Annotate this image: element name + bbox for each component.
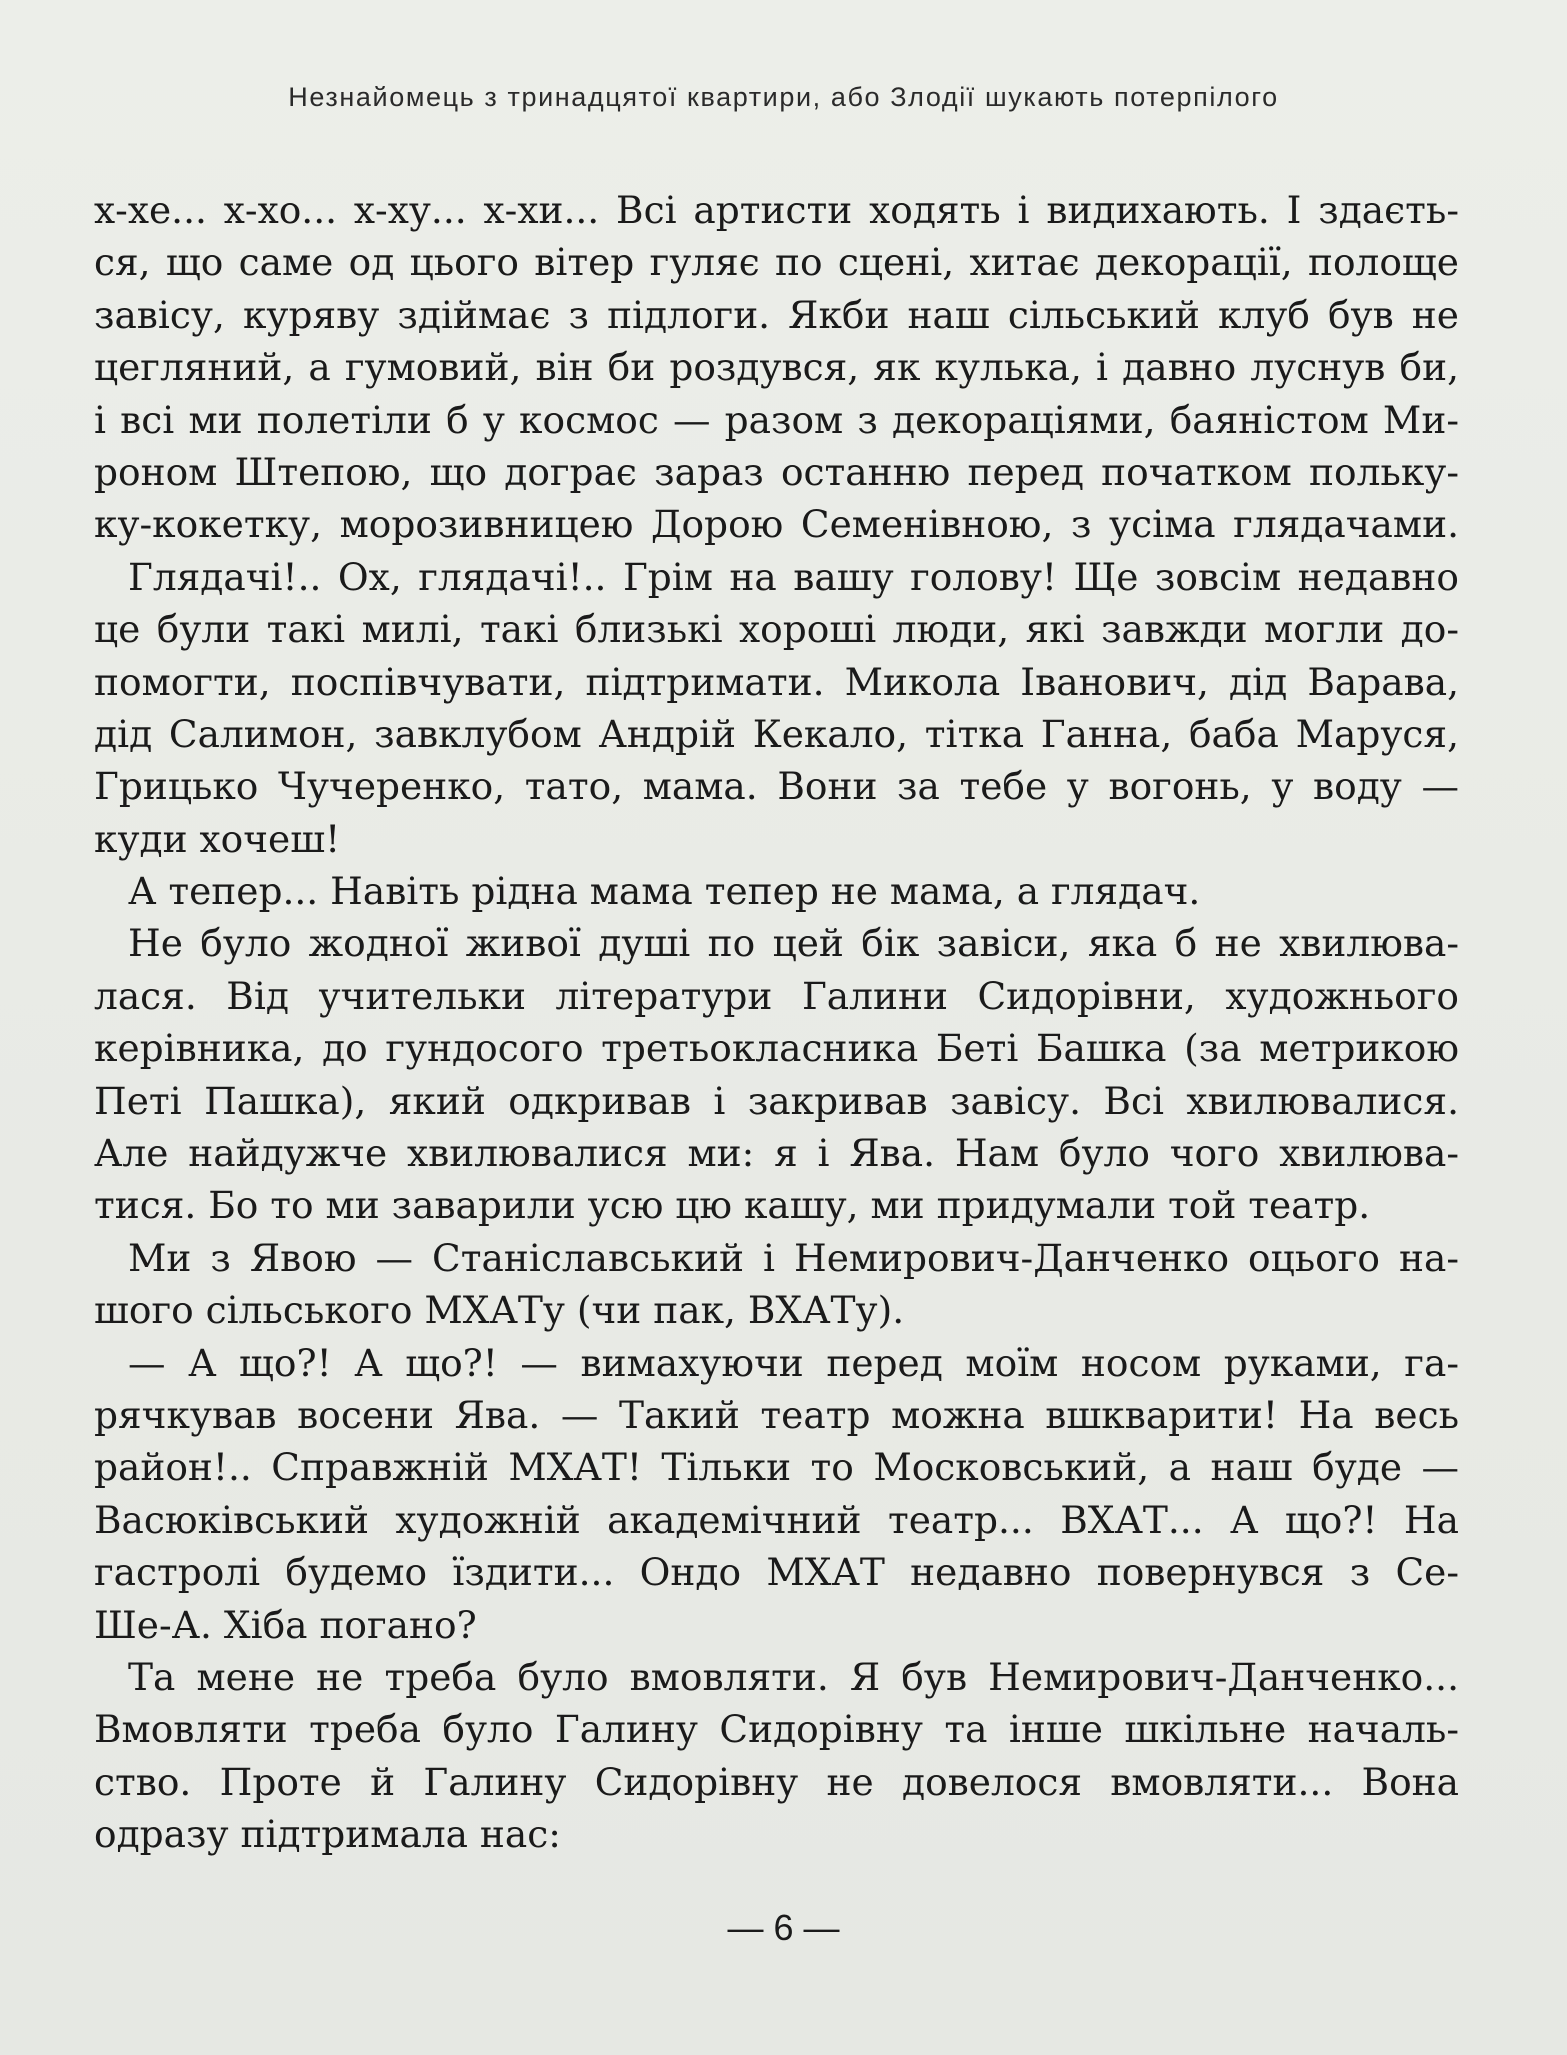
text-line: Глядачі!.. Ох, глядачі!.. Грім на вашу голову! Ще зовсім недавно bbox=[128, 554, 1459, 599]
page-number: — 6 — bbox=[727, 1907, 840, 1948]
text-line: одразу підтримала нас: bbox=[94, 1812, 561, 1857]
text-line: лася. Від учительки літератури Галини Сидорівни, художнього bbox=[94, 973, 1459, 1018]
body-text bbox=[94, 184, 1459, 1861]
text-line: Ше-А. Хіба погано? bbox=[94, 1602, 477, 1647]
text-line: Не було жодної живої душі по цей бік завіси, яка б не хвилюва- bbox=[128, 921, 1459, 966]
running-head: Незнайомець з тринадцятої квартири, або Злодії шукають потерпілого bbox=[288, 82, 1279, 112]
text-line: рячкував восени Ява. — Такий театр можна вшкварити! На весь bbox=[94, 1392, 1459, 1437]
text-line: Ми з Явою — Станіславський і Немирович-Данченко оцього на- bbox=[128, 1235, 1459, 1280]
text-line: Петі Пашка), який одкривав і закривав завісу. Всі хвилювалися. bbox=[94, 1078, 1459, 1123]
text-line: цегляний, а гумовий, він би роздувся, як кулька, і давно луснув би, bbox=[94, 345, 1459, 390]
text-line: тися. Бо то ми заварили усю цю кашу, ми придумали той театр. bbox=[94, 1183, 1371, 1228]
text-line: А тепер... Навіть рідна мама тепер не мама, а глядач. bbox=[128, 869, 1201, 914]
text-line: дід Салимон, завклубом Андрій Кекало, тітка Ганна, баба Маруся, bbox=[94, 711, 1459, 756]
text-line: завісу, куряву здіймає з підлоги. Якби наш сільський клуб був не bbox=[94, 292, 1459, 337]
text-line: це були такі милі, такі близькі хороші люди, які завжди могли до- bbox=[94, 607, 1459, 652]
text-line: ство. Проте й Галину Сидорівну не довелося вмовляти... Вона bbox=[94, 1759, 1459, 1804]
text-line: ку-кокетку, морозивницею Дорою Семенівною, з усіма глядачами. bbox=[94, 502, 1459, 547]
text-line: керівника, до гундосого третьокласника Беті Башка (за метрикою bbox=[94, 1026, 1459, 1071]
text-line: ся, що саме од цього вітер гуляє по сцені, хитає декорації, полоще bbox=[94, 240, 1459, 285]
text-line: і всі ми полетіли б у космос — разом з декораціями, баяністом Ми- bbox=[94, 397, 1459, 442]
text-line: Грицько Чучеренко, тато, мама. Вони за тебе у вогонь, у воду — bbox=[94, 764, 1459, 809]
text-line: шого сільського МХАТу (чи пак, ВХАТу). bbox=[94, 1288, 905, 1333]
text-line: куди хочеш! bbox=[94, 816, 341, 861]
text-line: — А що?! А що?! — вимахуючи перед моїм носом руками, га- bbox=[128, 1340, 1459, 1385]
text-line: Та мене не треба було вмовляти. Я був Немирович-Данченко... bbox=[128, 1654, 1459, 1699]
text-line: Вмовляти треба було Галину Сидорівну та інше шкільне началь- bbox=[94, 1707, 1459, 1752]
text-line: помогти, поспівчувати, підтримати. Микола Іванович, дід Варава, bbox=[94, 659, 1459, 704]
text-line: роном Штепою, що дограє зараз останню перед початком польку- bbox=[94, 449, 1459, 494]
text-line: район!.. Справжній МХАТ! Тільки то Московський, а наш буде — bbox=[94, 1445, 1459, 1490]
text-line: х-хе... х-хо... х-ху... х-хи... Всі артисти ходять і видихають. І здаєть- bbox=[94, 188, 1459, 232]
text-line: Васюківський художній академічний театр... ВХАТ... А що?! На bbox=[94, 1497, 1459, 1542]
text-line: гастролі будемо їздити... Ондо МХАТ недавно повернувся з Се- bbox=[94, 1550, 1459, 1595]
text-line: Але найдужче хвилювалися ми: я і Ява. Нам було чого хвилюва- bbox=[94, 1131, 1459, 1176]
